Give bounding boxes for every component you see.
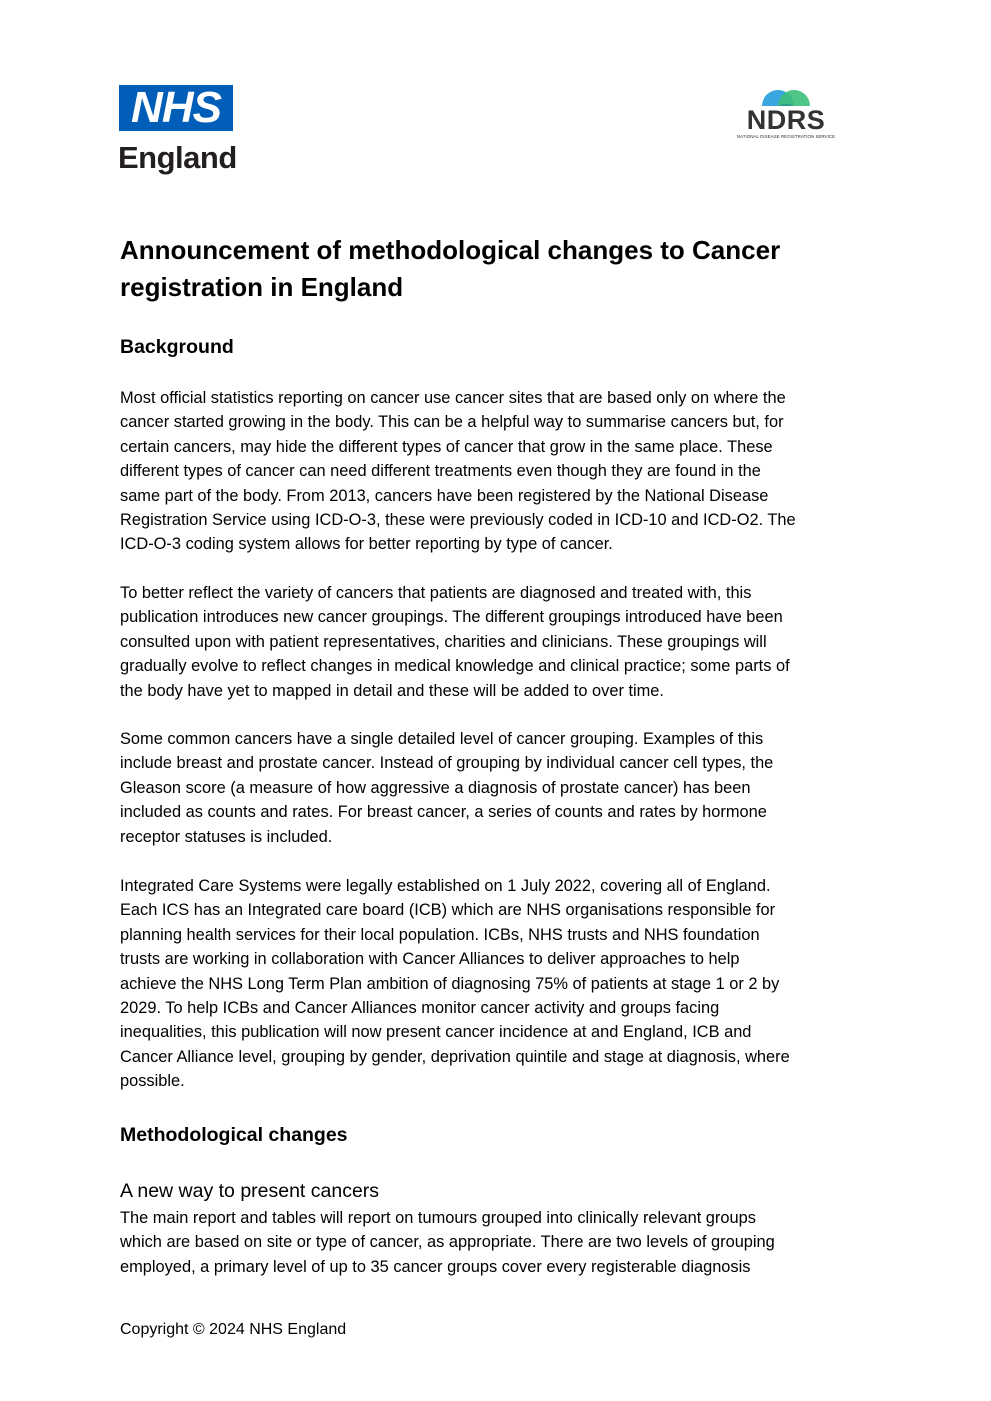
paragraph-line: ICD-O-3 coding system allows for better reporting by type of cancer.	[120, 535, 613, 554]
paragraph-line: Some common cancers have a single detailed level of cancer grouping. Examples of this	[120, 730, 764, 748]
methodological-changes-heading: Methodological changes	[120, 1124, 348, 1146]
paragraph-line: same part of the body. From 2013, cancers have been registered by the National Disease	[120, 486, 769, 505]
paragraph-line: cancer started growing in the body. This can be a helpful way to summarise cancers but, for	[120, 413, 784, 432]
paragraph	[120, 386, 880, 557]
paragraph-line: achieve the NHS Long Term Plan ambition of diagnosing 75% of patients at stage 1 or 2 by	[120, 974, 780, 993]
page-title-line: Announcement of methodological changes to Cancer	[120, 235, 781, 265]
paragraph-line: the body have yet to mapped in detail and these will be added to over time.	[120, 681, 664, 700]
paragraph-line: consulted upon with patient representatives, charities and clinicians. These groupings will	[120, 632, 767, 651]
paragraph-line: which are based on site or type of cancer, as appropriate. There are two levels of grouping	[120, 1233, 775, 1252]
paragraph-line: receptor statuses is included.	[120, 827, 333, 846]
ndrs-arcs-icon	[762, 90, 810, 106]
paragraph-line: Registration Service using ICD-O-3, these were previously coded in ICD-10 and ICD-O2. The	[120, 510, 796, 529]
ndrs-subtitle: NATIONAL DISEASE REGISTRATION SERVICE	[736, 134, 836, 139]
page-title-line: registration in England	[120, 272, 404, 302]
paragraph	[120, 581, 880, 703]
paragraph-line: 2029. To help ICBs and Cancer Alliances monitor cancer activity and groups facing	[120, 998, 720, 1017]
paragraph-line: employed, a primary level of up to 35 cancer groups cover every registerable diagnosis	[120, 1257, 751, 1276]
subheading: A new way to present cancers	[120, 1180, 380, 1202]
paragraph-line: include breast and prostate cancer. Instead of grouping by individual cancer cell types, the	[120, 754, 774, 773]
paragraph-line: Cancer Alliance level, grouping by gender, deprivation quintile and stage at diagnosis, where	[120, 1047, 790, 1066]
paragraph-line: included as counts and rates. For breast cancer, a series of counts and rates by hormone	[120, 803, 767, 822]
paragraph-line: publication introduces new cancer groupings. The different groupings introduced have been	[120, 608, 783, 627]
nhs-logo: NHS	[119, 85, 233, 131]
paragraph-line: trusts are working in collaboration with Cancer Alliances to deliver approaches to help	[120, 950, 740, 969]
paragraph-line: different types of cancer can need different treatments even though they are found in the	[120, 462, 761, 481]
paragraph-line: Gleason score (a measure of how aggressive a diagnosis of prostate cancer) has been	[120, 778, 751, 797]
ndrs-logo	[731, 90, 841, 139]
ndrs-wordmark: NDRS	[746, 105, 826, 135]
paragraph-line: Most official statistics reporting on cancer use cancer sites that are based only on where the	[120, 389, 786, 407]
paragraph-line: planning health services for their local population. ICBs, NHS trusts and NHS foundation	[120, 925, 760, 944]
paragraph	[120, 874, 880, 1094]
background-heading: Background	[120, 336, 234, 358]
copyright-footer: Copyright © 2024 NHS England	[120, 1321, 347, 1338]
paragraph	[120, 727, 880, 849]
paragraph-line: Each ICS has an Integrated care board (ICB) which are NHS organisations responsible for	[120, 901, 776, 920]
paragraph-line: inequalities, this publication will now present cancer incidence at and England, ICB and	[120, 1023, 752, 1042]
paragraph-line: certain cancers, may hide the different types of cancer that grow in the same place. These	[120, 437, 773, 456]
paragraph-line: gradually evolve to reflect changes in medical knowledge and clinical practice; some parts of	[120, 657, 790, 676]
paragraph-line: possible.	[120, 1072, 185, 1091]
paragraph-line: To better reflect the variety of cancers that patients are diagnosed and treated with, this	[120, 584, 752, 602]
paragraph-line: Integrated Care Systems were legally established on 1 July 2022, covering all of England.	[120, 877, 771, 895]
paragraph	[120, 1206, 880, 1279]
nhs-org-name: England	[118, 140, 237, 175]
paragraph-line: The main report and tables will report on tumours grouped into clinically relevant groups	[120, 1209, 756, 1227]
